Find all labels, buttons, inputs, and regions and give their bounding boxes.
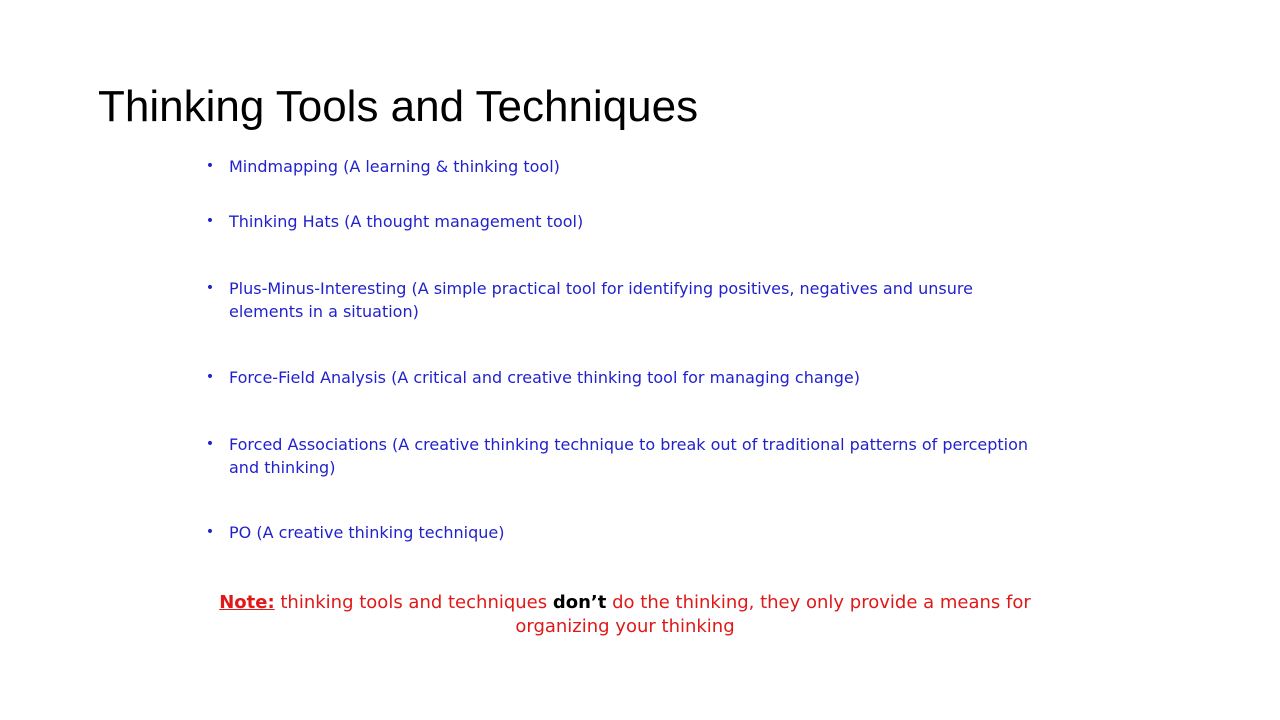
bullet-item-thinking-hats [205,210,1049,233]
bullet-item-po [205,521,1049,544]
bullet-text: Thinking Hats (A thought management tool) [229,212,584,231]
bullet-point-icon: • [205,280,215,296]
bullet-text: Mindmapping (A learning & thinking tool) [229,157,560,176]
bullet-point-icon: • [205,213,215,229]
bullet-point-icon: • [205,436,215,452]
bullet-item-mindmapping [205,155,1049,178]
note-text-before: thinking tools and techniques [274,592,553,613]
bullet-text: Plus-Minus-Interesting (A simple practical tool for identifying positives, negatives and unsure elements in a situation) [229,279,973,321]
slide-title: Thinking Tools and Techniques [98,82,699,131]
note-label: Note: [219,592,275,613]
bullet-item-force-field-analysis [205,366,1049,389]
bullet-text: Forced Associations (A creative thinking technique to break out of traditional patterns of perception and thinking) [229,435,1029,477]
bullet-text: PO (A creative thinking technique) [229,523,505,542]
note-paragraph [190,591,1060,639]
note-text-after: do the thinking, they only provide a means for organizing your thinking [515,592,1031,637]
bullet-item-plus-minus-interesting [205,277,1049,323]
bullet-point-icon: • [205,158,215,174]
bullet-item-forced-associations [205,433,1049,479]
bullet-point-icon: • [205,369,215,385]
bullet-text: Force-Field Analysis (A critical and creative thinking tool for managing change) [229,368,861,387]
note-emphasis: don’t [552,592,607,613]
bullet-point-icon: • [205,524,215,540]
